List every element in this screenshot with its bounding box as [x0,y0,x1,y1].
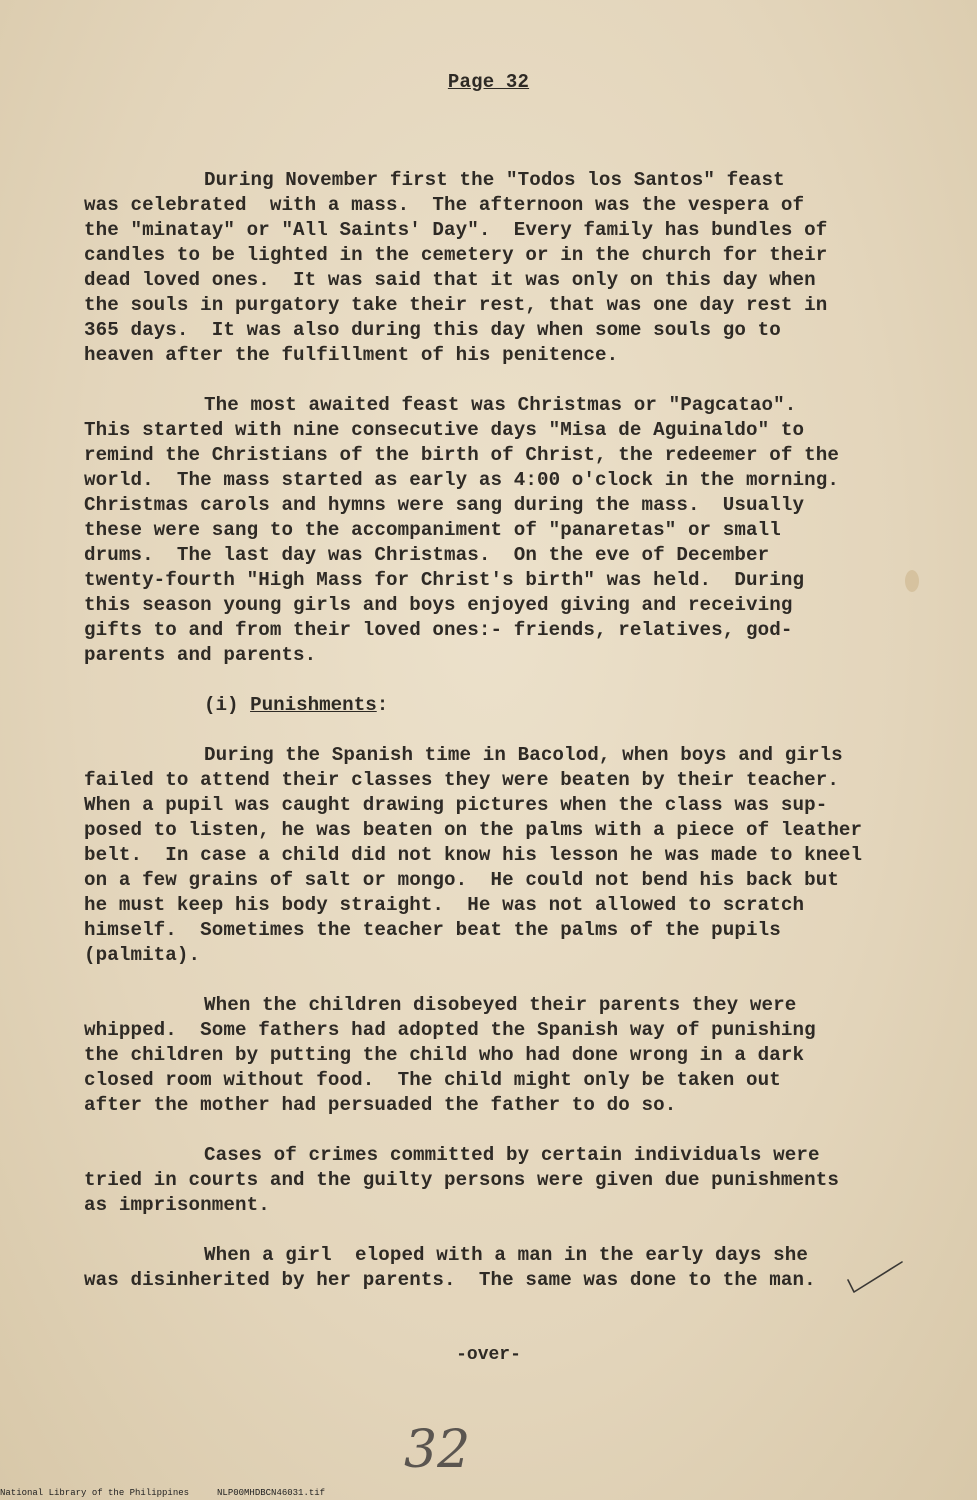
section-heading-punishments [84,693,924,718]
footer-library: National Library of the Philippines [0,1488,190,1498]
text-line: parents and parents. [84,644,317,666]
scan-footer [0,1488,353,1498]
text-line: tried in courts and the guilty persons were given due punishments [84,1169,839,1191]
paragraph-home-punishments [84,993,924,1118]
paragraph-all-saints [84,168,924,368]
text-line: posed to listen, he was beaten on the palms with a piece of leather [84,819,863,841]
text-line: remind the Christians of the birth of Christ, the redeemer of the [84,444,839,466]
text-line: belt. In case a child did not know his lesson he was made to kneel [84,844,863,866]
over-label: -over- [456,1345,521,1365]
text-line: these were sang to the accompaniment of "panaretas" or small [84,519,781,541]
text-line: after the mother had persuaded the father to do so. [84,1094,677,1116]
paragraph-school-punishments [84,743,924,968]
text-line: gifts to and from their loved ones:- friends, relatives, god- [84,619,793,641]
text-line: this season young girls and boys enjoyed giving and receiving [84,594,793,616]
checkmark-icon [840,1258,910,1298]
text-line: When a pupil was caught drawing pictures when the class was sup- [84,794,828,816]
text-line: (palmita). [84,944,201,966]
handwritten-page-number: 32 [404,1420,471,1480]
text-line: This started with nine consecutive days "Misa de Aguinaldo" to [84,419,805,441]
text-line: candles to be lighted in the cemetery or in the church for their [84,244,828,266]
document-body [84,168,924,1318]
text-line: heaven after the fulfillment of his penitence. [84,344,619,366]
section-number: (i) [204,694,251,716]
text-line: Cases of crimes committed by certain individuals were [204,1144,820,1166]
text-line: whipped. Some fathers had adopted the Spanish way of punishing [84,1019,816,1041]
text-line: twenty-fourth "High Mass for Christ's birth" was held. During [84,569,805,591]
paragraph-elopement [84,1243,924,1293]
text-line: the children by putting the child who had done wrong in a dark [84,1044,805,1066]
page-title: Page 32 [447,71,530,93]
text-line: The most awaited feast was Christmas or "Pagcatao". [204,394,797,416]
paragraph-christmas [84,393,924,668]
text-line: When the children disobeyed their parents they were [204,994,797,1016]
text-line: he must keep his body straight. He was not allowed to scratch [84,894,805,916]
text-line: drums. The last day was Christmas. On the eve of December [84,544,770,566]
text-line: When a girl eloped with a man in the early days she [204,1244,808,1266]
text-line: himself. Sometimes the teacher beat the palms of the pupils [84,919,781,941]
section-title: Punishments [250,694,377,716]
text-line: was celebrated with a mass. The afternoon was the vespera of [84,194,805,216]
text-line: the "minatay" or "All Saints' Day". Every family has bundles of [84,219,828,241]
paragraph-crimes [84,1143,924,1218]
text-line: the souls in purgatory take their rest, that was one day rest in [84,294,828,316]
text-line: was disinherited by her parents. The same was done to the man. [84,1269,816,1291]
text-line: Christmas carols and hymns were sang during the mass. Usually [84,494,805,516]
text-line: as imprisonment. [84,1194,270,1216]
text-line: dead loved ones. It was said that it was only on this day when [84,269,816,291]
footer-file-id: NLP00MHDBCN46031.tif [217,1488,326,1498]
text-line: During November first the "Todos los Santos" feast [204,169,785,191]
text-line: closed room without food. The child might only be taken out [84,1069,781,1091]
text-line: world. The mass started as early as 4:00 o'clock in the morning. [84,469,839,491]
text-line: During the Spanish time in Bacolod, when boys and girls [204,744,843,766]
section-colon: : [376,694,389,716]
text-line: failed to attend their classes they were beaten by their teacher. [84,769,839,791]
text-line: 365 days. It was also during this day when some souls go to [84,319,781,341]
text-line: on a few grains of salt or mongo. He could not bend his back but [84,869,839,891]
